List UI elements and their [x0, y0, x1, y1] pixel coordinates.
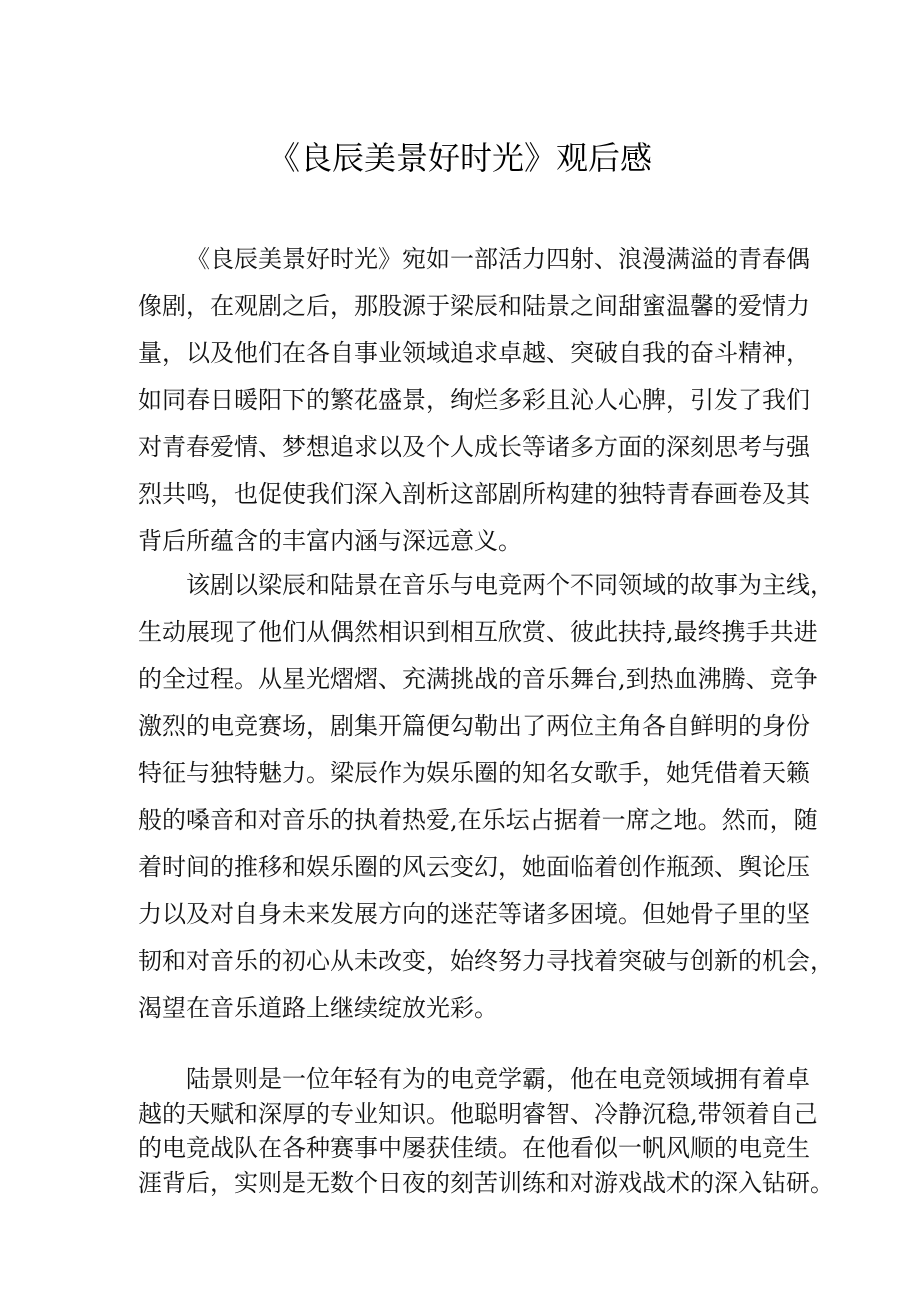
paragraph-line: 对青春爱情、梦想追求以及个人成长等诸多方面的深刻思考与强 [138, 433, 810, 461]
paragraph-line: 的电竞战队在各种赛事中屡获佳绩。在他看似一帆风顺的电竞生 [138, 1134, 810, 1162]
paragraph-1 [138, 236, 808, 565]
paragraph-line: 像剧，在观剧之后，那股源于梁辰和陆景之间甜蜜温馨的爱情力 [138, 292, 810, 320]
paragraph-line: 特征与独特魅力。梁辰作为娱乐圈的知名女歌手，她凭借着天籁 [138, 759, 810, 787]
paragraph-line: 力以及对自身未来发展方向的迷茫等诸多困境。但她骨子里的坚 [138, 900, 810, 928]
paragraph-line: 涯背后，实则是无数个日夜的刻苦训练和对游戏战术的深入钻研。 [138, 1168, 834, 1197]
paragraph-line: 陆景则是一位年轻有为的电竞学霸，他在电竞领域拥有着卓 [186, 1065, 810, 1093]
paragraph-line: 越的天赋和深厚的专业知识。他聪明睿智、冷静沉稳,带领着自己 [138, 1099, 818, 1128]
paragraph-2 [138, 562, 834, 1032]
paragraph-line: 韧和对音乐的初心从未改变，始终努力寻找着突破与创新的机会， [138, 947, 834, 975]
paragraph-line: 激烈的电竞赛场，剧集开篇便勾勒出了两位主角各自鲜明的身份 [138, 712, 810, 740]
paragraph-line: 量，以及他们在各自事业领域追求卓越、突破自我的奋斗精神， [138, 339, 810, 367]
paragraph-line: 烈共鸣，也促使我们深入剖析这部剧所构建的独特青春画卷及其 [138, 480, 810, 508]
paragraph-line: 生动展现了他们从偶然相识到相互欣赏、彼此扶持,最终携手共进 [138, 618, 818, 646]
paragraph-line: 背后所蕴含的丰富内涵与深远意义。 [138, 527, 522, 555]
document-title: 《良辰美景好时光》观后感 [267, 139, 652, 177]
paragraph-line: 的全过程。从星光熠熠、充满挑战的音乐舞台,到热血沸腾、竞争 [138, 665, 818, 693]
paragraph-line: 渴望在音乐道路上继续绽放光彩。 [138, 994, 498, 1022]
paragraph-line: 《良辰美景好时光》宛如一部活力四射、浪漫满溢的青春偶 [186, 245, 810, 273]
paragraph-line: 如同春日暖阳下的繁花盛景，绚烂多彩且沁人心脾，引发了我们 [138, 386, 810, 414]
paragraph-line: 着时间的推移和娱乐圈的风云变幻，她面临着创作瓶颈、舆论压 [138, 853, 810, 881]
paragraph-line: 般的嗓音和对音乐的执着热爱,在乐坛占据着一席之地。然而，随 [138, 806, 818, 834]
paragraph-line: 该剧以梁辰和陆景在音乐与电竞两个不同领域的故事为主线， [186, 571, 834, 599]
paragraph-3 [138, 1062, 834, 1200]
